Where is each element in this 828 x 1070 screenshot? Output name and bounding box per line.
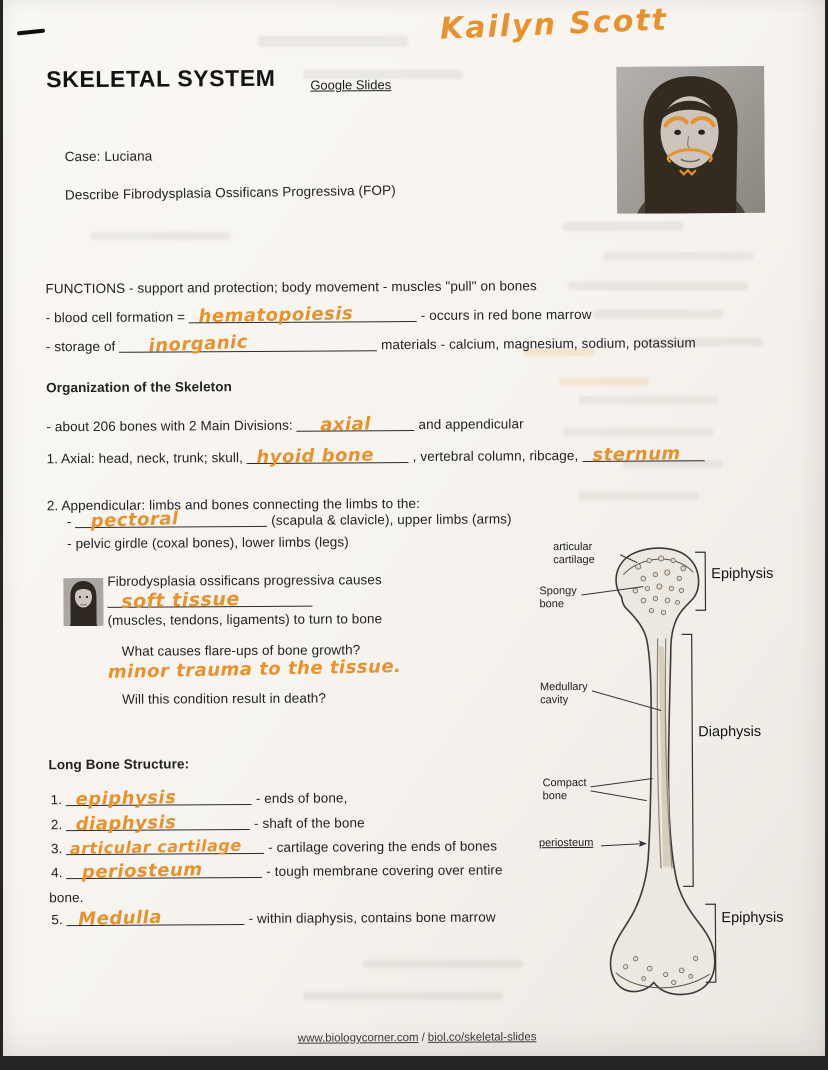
- diaphysis-bracket: [682, 634, 694, 886]
- student-name-handwritten: Kailyn Scott: [439, 2, 669, 47]
- axial-prefix: 1. Axial: head, neck, trunk; skull,: [46, 450, 243, 467]
- item-5-desc: - within diaphysis, contains bone marrow: [248, 909, 496, 927]
- storage-answer-handwritten: inorganic: [148, 331, 249, 357]
- divisions-answer-handwritten: axial: [320, 413, 372, 436]
- item-number: 2.: [50, 817, 63, 833]
- label-spongy-bone: Spongy bone: [539, 585, 577, 611]
- label-epiphysis-top: Epiphysis: [711, 565, 774, 583]
- item-number: 4.: [51, 865, 63, 881]
- functions-heading-line: FUNCTIONS - support and protection; body movement - muscles "pull" on bones: [45, 278, 537, 297]
- divisions-suffix: and appendicular: [418, 416, 524, 432]
- item-number: 1.: [50, 792, 63, 808]
- item-4-blank: [66, 859, 262, 884]
- footer-separator: /: [421, 1031, 425, 1044]
- death-question: Will this condition result in death?: [121, 690, 327, 707]
- item-2-answer-handwritten: diaphysis: [75, 812, 177, 836]
- fop-answer-handwritten: soft tissue: [121, 588, 240, 613]
- case-line: Case: Luciana: [64, 148, 153, 165]
- long-bone-item-4: [51, 859, 503, 884]
- pectoral-dash: -: [66, 514, 72, 530]
- item-4-answer-handwritten: periosteum: [82, 859, 204, 884]
- axial-answer1-blank: [247, 444, 409, 468]
- describe-prompt: Describe Fibrodysplasia Ossificans Progressiva (FOP): [64, 182, 396, 203]
- storage-prefix: - storage of: [45, 338, 116, 355]
- item-2-desc: - shaft of the bone: [253, 815, 365, 831]
- footer: [6, 1029, 828, 1046]
- divisions-line: [46, 413, 524, 436]
- organization-heading: Organization of the Skeleton: [46, 379, 233, 396]
- left-eye: [674, 130, 681, 135]
- divisions-prefix: - about 206 bones with 2 Main Divisions:: [46, 417, 293, 435]
- label-epiphysis-bottom: Epiphysis: [721, 909, 784, 927]
- pectoral-answer-handwritten: pectoral: [90, 508, 180, 532]
- axial-answer2-blank: [582, 443, 704, 466]
- label-medullary-cavity: Medullary cavity: [539, 680, 588, 707]
- pelvic-line: - pelvic girdle (coxal bones), lower limbs (legs): [67, 534, 349, 552]
- compact-bone-pointer-1: [591, 779, 653, 787]
- item-number: 3.: [50, 841, 63, 857]
- blood-prefix: - blood cell formation =: [45, 309, 186, 326]
- right-eye: [698, 130, 705, 135]
- fop-photo-illustration: [63, 578, 103, 626]
- long-bone-item-3: [50, 835, 498, 859]
- axial-answer2-handwritten: sternum: [591, 443, 681, 466]
- long-bone-item-5: [51, 906, 496, 931]
- axial-line: [46, 443, 705, 468]
- long-bone-item-1: [50, 787, 348, 811]
- storage-line: [45, 331, 696, 357]
- divisions-answer-blank: [297, 413, 415, 436]
- item-1-blank: [66, 787, 252, 811]
- worksheet-title: SKELETAL SYSTEM: [46, 64, 276, 93]
- label-articular-cartilage: articular cartilage: [553, 540, 595, 567]
- compact-bone-pointer-2: [591, 791, 647, 801]
- footer-link-biologycorner[interactable]: www.biologycorner.com: [297, 1031, 419, 1045]
- blood-suffix: - occurs in red bone marrow: [420, 306, 592, 323]
- fop-turn-to-bone-line: (muscles, tendons, ligaments) to turn to bone: [107, 611, 383, 628]
- appendicular-line: 2. Appendicular: limbs and bones connecting the limbs to the:: [46, 495, 420, 514]
- long-bone-heading: Long Bone Structure:: [48, 756, 190, 773]
- axial-answer1-handwritten: hyoid bone: [256, 444, 375, 468]
- footer-link-slides[interactable]: biol.co/skeletal-slides: [427, 1031, 537, 1044]
- item-number: 5.: [51, 912, 63, 928]
- long-bone-item-2: [50, 812, 365, 836]
- label-periosteum: periosteum: [538, 836, 594, 850]
- item-4-desc: - tough membrane covering over entire: [266, 862, 503, 879]
- item-3-desc: - cartilage covering the ends of bones: [268, 838, 498, 855]
- storage-suffix: materials - calcium, magnesium, sodium, potassium: [381, 335, 696, 353]
- blood-answer-handwritten: hematopoiesis: [198, 303, 354, 328]
- pectoral-answer-blank: [75, 508, 267, 532]
- item-2-blank: [66, 812, 250, 836]
- label-diaphysis: Diaphysis: [698, 723, 762, 741]
- item-3-blank: [66, 835, 264, 859]
- item-5-blank: [67, 906, 245, 931]
- blood-answer-blank: [189, 303, 417, 328]
- fop-answer-row: [107, 588, 312, 613]
- case-photo-illustration: [616, 66, 765, 214]
- storage-answer-blank: [119, 331, 377, 357]
- google-slides-link[interactable]: Google Slides: [310, 77, 392, 93]
- fop-answer-blank: [107, 588, 312, 613]
- pectoral-line: [66, 508, 512, 532]
- item-3-answer-handwritten: articular cartilage: [69, 835, 243, 859]
- item-1-answer-handwritten: epiphysis: [75, 787, 177, 811]
- periosteum-pointer: [601, 844, 644, 846]
- blood-cell-formation-line: [45, 303, 592, 328]
- fop-photo: [63, 578, 103, 626]
- long-bone-diagram: [523, 537, 828, 1011]
- case-photo: [616, 66, 765, 214]
- item-5-answer-handwritten: Medulla: [78, 906, 163, 931]
- scanned-worksheet-page: [3, 0, 825, 1056]
- pectoral-suffix: (scapula & clavicle), upper limbs (arms): [271, 511, 512, 528]
- fop-causes-line: Fibrodysplasia ossificans progressiva causes: [107, 572, 382, 589]
- flareups-answer-handwritten: minor trauma to the tissue.: [107, 656, 402, 683]
- item-1-desc: - ends of bone,: [255, 790, 348, 806]
- long-bone-item-4-wrap: bone.: [49, 890, 84, 906]
- flareups-question: What causes flare-ups of bone growth?: [121, 642, 361, 659]
- axial-middle: , vertebral column, ribcage,: [412, 447, 579, 465]
- label-compact-bone: Compact bone: [542, 776, 587, 803]
